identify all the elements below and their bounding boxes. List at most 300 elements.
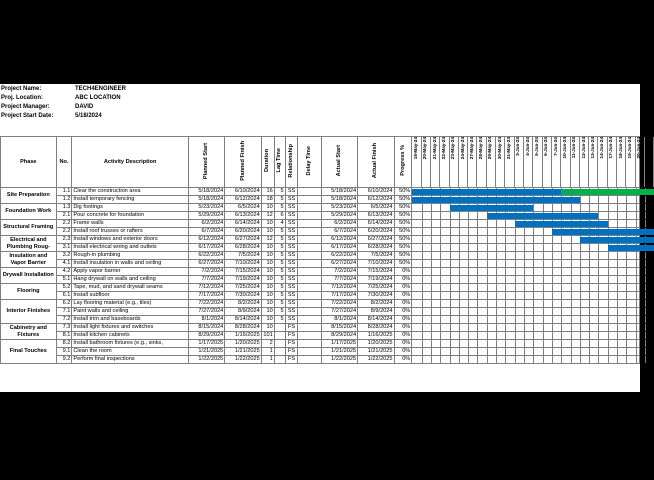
timeline-gridline xyxy=(561,236,562,243)
lag-cell[interactable]: 5 xyxy=(274,316,285,324)
actual-start-cell[interactable]: 6/12/2024 xyxy=(321,236,357,244)
timeline-gridline xyxy=(571,284,572,291)
relationship-cell[interactable]: SS xyxy=(285,220,298,228)
delay-cell[interactable] xyxy=(298,244,321,252)
planned-finish-cell[interactable]: 1/20/2025 xyxy=(225,340,261,348)
progress-cell[interactable]: 50% xyxy=(394,236,412,244)
duration-cell[interactable]: 10 xyxy=(261,244,274,252)
actual-start-cell[interactable]: 7/7/2024 xyxy=(321,276,357,284)
duration-cell[interactable]: 10 xyxy=(261,228,274,236)
relationship-cell[interactable]: SS xyxy=(285,244,298,252)
duration-cell[interactable]: 12 xyxy=(261,236,274,244)
actual-start-cell[interactable]: 5/23/2024 xyxy=(321,204,357,212)
task-no[interactable]: 2.2 xyxy=(56,220,72,228)
timeline-date-header: 20-May-24 xyxy=(422,137,431,187)
task-no[interactable]: 5.1 xyxy=(56,276,72,284)
relationship-cell[interactable]: FS xyxy=(285,324,298,332)
relationship-cell[interactable]: SS xyxy=(285,284,298,292)
progress-cell[interactable]: 0% xyxy=(394,348,412,356)
timeline-date-header: 4-Jun-24 xyxy=(524,137,533,187)
lag-cell[interactable]: 5 xyxy=(274,308,285,316)
relationship-cell[interactable]: FS xyxy=(285,332,298,340)
lag-cell[interactable]: 5 xyxy=(274,188,285,196)
planned-finish-cell[interactable]: 6/28/2024 xyxy=(225,244,261,252)
progress-cell[interactable]: 0% xyxy=(394,324,412,332)
timeline-gridline xyxy=(552,252,553,259)
project-name-value[interactable]: TECH4ENGINEER xyxy=(75,86,127,92)
timeline-gridline xyxy=(571,268,572,275)
planned-start-cell[interactable]: 6/22/2024 xyxy=(188,252,224,260)
planned-finish-cell[interactable]: 7/15/2024 xyxy=(225,268,261,276)
actual-finish-cell[interactable]: 6/20/2024 xyxy=(358,228,394,236)
actual-finish-cell[interactable]: 1/16/2025 xyxy=(358,332,394,340)
progress-cell[interactable]: 50% xyxy=(394,228,412,236)
task-no[interactable]: 8.2 xyxy=(56,340,72,348)
timeline-gridline xyxy=(477,276,478,283)
actual-finish-cell[interactable]: 8/28/2024 xyxy=(358,324,394,332)
lag-cell[interactable]: 4 xyxy=(274,220,285,228)
actual-start-cell[interactable]: 6/2/2024 xyxy=(321,220,357,228)
planned-start-cell[interactable]: 6/2/2024 xyxy=(188,220,224,228)
lag-cell[interactable] xyxy=(274,332,285,340)
planned-finish-cell[interactable]: 1/21/2025 xyxy=(225,348,261,356)
progress-cell[interactable]: 50% xyxy=(394,188,412,196)
activity-cell[interactable]: Clean the room xyxy=(72,348,188,356)
actual-finish-cell[interactable]: 6/13/2024 xyxy=(358,212,394,220)
actual-finish-cell[interactable]: 1/21/2025 xyxy=(358,348,394,356)
task-no[interactable]: 9.2 xyxy=(56,356,72,364)
timeline-cell xyxy=(412,244,640,252)
activity-cell[interactable]: Perform final inspections xyxy=(72,356,188,364)
actual-bar xyxy=(561,189,654,195)
lag-cell[interactable] xyxy=(274,348,285,356)
planned-start-cell[interactable]: 8/29/2024 xyxy=(188,332,224,340)
planned-finish-cell[interactable]: 7/5/2024 xyxy=(225,252,261,260)
timeline-gridline xyxy=(505,276,506,283)
planned-start-cell[interactable]: 6/12/2024 xyxy=(188,236,224,244)
timeline-gridline xyxy=(626,284,627,291)
project-manager-label: Project Manager: xyxy=(1,104,50,110)
timeline-gridline xyxy=(477,308,478,315)
delay-cell[interactable] xyxy=(298,308,321,316)
delay-cell[interactable] xyxy=(298,324,321,332)
lag-cell[interactable]: 5 xyxy=(274,268,285,276)
actual-finish-cell[interactable]: 6/27/2024 xyxy=(358,236,394,244)
header-planned-start: Planned Start xyxy=(188,137,224,188)
actual-finish-cell[interactable]: 7/5/2024 xyxy=(358,252,394,260)
delay-cell[interactable] xyxy=(298,268,321,276)
task-no[interactable]: 1.3 xyxy=(56,204,72,212)
progress-cell[interactable]: 0% xyxy=(394,316,412,324)
relationship-cell[interactable]: SS xyxy=(285,196,298,204)
relationship-cell[interactable]: SS xyxy=(285,252,298,260)
lag-cell[interactable]: 5 xyxy=(274,276,285,284)
progress-cell[interactable]: 50% xyxy=(394,220,412,228)
planned-start-cell[interactable]: 1/21/2025 xyxy=(188,348,224,356)
delay-cell[interactable] xyxy=(298,356,321,364)
activity-cell[interactable]: Install subfloor xyxy=(72,292,188,300)
duration-cell[interactable]: 10 xyxy=(261,324,274,332)
phase-cell[interactable]: Cabinetry and Fixtures xyxy=(1,324,57,340)
phase-cell[interactable]: Drywall Installation xyxy=(1,268,57,284)
planned-start-cell[interactable]: 1/17/2025 xyxy=(188,340,224,348)
planned-finish-cell[interactable]: 6/13/2024 xyxy=(225,212,261,220)
lag-cell[interactable]: 5 xyxy=(274,260,285,268)
progress-cell[interactable]: 50% xyxy=(394,252,412,260)
activity-cell[interactable]: Install roof trusses or rafters xyxy=(72,228,188,236)
actual-start-cell[interactable]: 5/29/2024 xyxy=(321,212,357,220)
task-no[interactable]: 7.1 xyxy=(56,308,72,316)
actual-start-cell[interactable]: 7/27/2024 xyxy=(321,308,357,316)
actual-start-cell[interactable]: 5/18/2024 xyxy=(321,188,357,196)
actual-finish-cell[interactable]: 8/9/2024 xyxy=(358,308,394,316)
planned-start-cell[interactable]: 8/1/2024 xyxy=(188,316,224,324)
actual-finish-cell[interactable]: 6/12/2024 xyxy=(358,196,394,204)
activity-cell[interactable]: Rough-in plumbing xyxy=(72,252,188,260)
actual-start-cell[interactable]: 6/7/2024 xyxy=(321,228,357,236)
timeline-gridline xyxy=(645,324,646,331)
planned-start-cell[interactable]: 7/17/2024 xyxy=(188,292,224,300)
delay-cell[interactable] xyxy=(298,284,321,292)
progress-cell[interactable]: 0% xyxy=(394,356,412,364)
delay-cell[interactable] xyxy=(298,236,321,244)
task-no[interactable]: 4.1 xyxy=(56,260,72,268)
timeline-gridline xyxy=(645,332,646,339)
actual-start-cell[interactable]: 6/27/2024 xyxy=(321,260,357,268)
lag-cell[interactable]: 5 xyxy=(274,300,285,308)
timeline-gridline xyxy=(515,268,516,275)
activity-cell[interactable]: Clear the construction area xyxy=(72,188,188,196)
task-no[interactable]: 5.2 xyxy=(56,284,72,292)
progress-cell[interactable]: 0% xyxy=(394,268,412,276)
timeline-gridline xyxy=(477,340,478,347)
planned-start-cell[interactable]: 5/23/2024 xyxy=(188,204,224,212)
actual-finish-cell[interactable]: 1/20/2025 xyxy=(358,340,394,348)
planned-start-cell[interactable]: 6/27/2024 xyxy=(188,260,224,268)
duration-cell[interactable]: 10 xyxy=(261,220,274,228)
relationship-cell[interactable]: SS xyxy=(285,228,298,236)
phase-cell[interactable]: Site Preparation xyxy=(1,188,57,204)
progress-cell[interactable]: 0% xyxy=(394,292,412,300)
timeline-gridline xyxy=(440,204,441,211)
progress-cell[interactable]: 0% xyxy=(394,276,412,284)
duration-cell[interactable]: 10 xyxy=(261,300,274,308)
planned-start-cell[interactable]: 7/22/2024 xyxy=(188,300,224,308)
duration-cell[interactable]: 101 xyxy=(261,332,274,340)
actual-start-cell[interactable]: 1/17/2025 xyxy=(321,340,357,348)
delay-cell[interactable] xyxy=(298,316,321,324)
actual-start-cell[interactable]: 7/17/2024 xyxy=(321,292,357,300)
planned-start-cell[interactable]: 7/7/2024 xyxy=(188,276,224,284)
progress-cell[interactable]: 0% xyxy=(394,332,412,340)
timeline-gridline xyxy=(626,204,627,211)
delay-cell[interactable] xyxy=(298,212,321,220)
planned-finish-cell[interactable]: 6/27/2024 xyxy=(225,236,261,244)
timeline-gridline xyxy=(440,252,441,259)
duration-cell[interactable]: 10 xyxy=(261,316,274,324)
planned-finish-cell[interactable]: 6/5/2024 xyxy=(225,204,261,212)
relationship-cell[interactable]: FS xyxy=(285,356,298,364)
delay-cell[interactable] xyxy=(298,260,321,268)
lag-cell[interactable]: 5 xyxy=(274,292,285,300)
progress-cell[interactable]: 50% xyxy=(394,244,412,252)
timeline-gridline xyxy=(431,308,432,315)
task-no[interactable]: 2.2 xyxy=(56,228,72,236)
activity-cell[interactable]: Hang drywall on walls and ceiling xyxy=(72,276,188,284)
planned-finish-cell[interactable]: 6/20/2024 xyxy=(225,228,261,236)
activity-cell[interactable]: Paint walls and ceiling xyxy=(72,308,188,316)
progress-cell[interactable]: 0% xyxy=(394,308,412,316)
timeline-gridline xyxy=(515,292,516,299)
task-no[interactable]: 8.1 xyxy=(56,332,72,340)
timeline-gridline xyxy=(598,292,599,299)
lag-cell[interactable]: 5 xyxy=(274,252,285,260)
activity-cell[interactable]: Install kitchen cabinets xyxy=(72,332,188,340)
timeline-gridline xyxy=(561,332,562,339)
activity-cell[interactable]: Frame walls xyxy=(72,220,188,228)
activity-cell[interactable]: Install temporary fencing xyxy=(72,196,188,204)
lag-cell[interactable] xyxy=(274,340,285,348)
actual-finish-cell[interactable]: 6/14/2024 xyxy=(358,220,394,228)
timeline-gridline xyxy=(459,260,460,267)
activity-cell[interactable]: Pour concrete for foundation xyxy=(72,212,188,220)
delay-cell[interactable] xyxy=(298,252,321,260)
task-no[interactable]: 3.1 xyxy=(56,244,72,252)
actual-finish-cell[interactable]: 7/25/2024 xyxy=(358,284,394,292)
actual-finish-cell[interactable]: 8/2/2024 xyxy=(358,300,394,308)
planned-finish-cell[interactable]: 7/19/2024 xyxy=(225,276,261,284)
planned-start-cell[interactable]: 6/17/2024 xyxy=(188,244,224,252)
duration-cell[interactable]: 1 xyxy=(261,348,274,356)
timeline-gridline xyxy=(626,220,627,227)
timeline-gridline xyxy=(533,324,534,331)
planned-finish-cell[interactable]: 7/25/2024 xyxy=(225,284,261,292)
project-start-value[interactable]: 5/18/2024 xyxy=(75,113,102,119)
planned-start-cell[interactable]: 7/12/2024 xyxy=(188,284,224,292)
project-manager-value[interactable]: DAVID xyxy=(75,104,94,110)
timeline-cell xyxy=(412,308,640,316)
lag-cell[interactable] xyxy=(274,356,285,364)
duration-cell[interactable]: 10 xyxy=(261,276,274,284)
relationship-cell[interactable]: SS xyxy=(285,308,298,316)
delay-cell[interactable] xyxy=(298,204,321,212)
relationship-cell[interactable]: SS xyxy=(285,260,298,268)
task-no[interactable]: 6.2 xyxy=(56,300,72,308)
task-no[interactable]: 2.3 xyxy=(56,236,72,244)
duration-cell[interactable]: 12 xyxy=(261,212,274,220)
progress-cell[interactable]: 0% xyxy=(394,300,412,308)
timeline-gridline xyxy=(515,348,516,355)
activity-cell[interactable]: Install light fixtures and switches xyxy=(72,324,188,332)
duration-cell[interactable]: 2 xyxy=(261,340,274,348)
timeline-gridline xyxy=(636,204,637,211)
actual-start-cell[interactable]: 8/29/2024 xyxy=(321,332,357,340)
actual-start-cell[interactable]: 1/22/2025 xyxy=(321,356,357,364)
duration-cell[interactable]: 10 xyxy=(261,260,274,268)
lag-cell[interactable]: 5 xyxy=(274,244,285,252)
duration-cell[interactable]: 10 xyxy=(261,284,274,292)
activity-cell[interactable]: Tape, mud, and sand drywall seams xyxy=(72,284,188,292)
planned-start-cell[interactable]: 8/15/2024 xyxy=(188,324,224,332)
timeline-cell xyxy=(412,260,640,268)
relationship-cell[interactable]: SS xyxy=(285,276,298,284)
planned-finish-cell[interactable]: 8/28/2024 xyxy=(225,324,261,332)
timeline-gridline xyxy=(645,308,646,315)
phase-cell[interactable]: Electrical and Plumbing Roug- xyxy=(1,236,57,252)
actual-finish-cell[interactable]: 7/30/2024 xyxy=(358,292,394,300)
task-no[interactable]: 2.1 xyxy=(56,212,72,220)
delay-cell[interactable] xyxy=(298,220,321,228)
relationship-cell[interactable]: SS xyxy=(285,212,298,220)
activity-cell[interactable]: Install bathroom fixtures (e.g., sinks, xyxy=(72,340,188,348)
actual-start-cell[interactable]: 5/18/2024 xyxy=(321,196,357,204)
delay-cell[interactable] xyxy=(298,300,321,308)
delay-cell[interactable] xyxy=(298,188,321,196)
progress-cell[interactable]: 50% xyxy=(394,196,412,204)
task-no[interactable]: 6.1 xyxy=(56,292,72,300)
actual-finish-cell[interactable]: 7/15/2024 xyxy=(358,268,394,276)
planned-finish-cell[interactable]: 1/16/2025 xyxy=(225,332,261,340)
duration-cell[interactable]: 1 xyxy=(261,356,274,364)
relationship-cell[interactable]: SS xyxy=(285,188,298,196)
planned-start-cell[interactable]: 1/22/2025 xyxy=(188,356,224,364)
duration-cell[interactable]: 10 xyxy=(261,292,274,300)
timeline-gridline xyxy=(505,308,506,315)
activity-cell[interactable]: Lay flooring material (e.g., tiles) xyxy=(72,300,188,308)
phase-cell[interactable]: Foundation Work xyxy=(1,204,57,220)
planned-finish-cell[interactable]: 8/9/2024 xyxy=(225,308,261,316)
relationship-cell[interactable]: SS xyxy=(285,316,298,324)
lag-cell[interactable]: 5 xyxy=(274,284,285,292)
planned-start-cell[interactable]: 5/18/2024 xyxy=(188,188,224,196)
relationship-cell[interactable]: SS xyxy=(285,292,298,300)
table-row xyxy=(1,316,640,324)
lag-cell[interactable]: 6 xyxy=(274,212,285,220)
progress-cell[interactable]: 50% xyxy=(394,204,412,212)
planned-finish-cell[interactable]: 6/14/2024 xyxy=(225,220,261,228)
relationship-cell[interactable]: FS xyxy=(285,340,298,348)
actual-finish-cell[interactable]: 6/10/2024 xyxy=(358,188,394,196)
activity-cell[interactable]: Install electrical wiring and outlets xyxy=(72,244,188,252)
phase-cell[interactable]: Interior Finishes xyxy=(1,300,57,324)
project-location-value[interactable]: ABC LOCATION xyxy=(75,95,121,101)
planned-start-cell[interactable]: 5/29/2024 xyxy=(188,212,224,220)
delay-cell[interactable] xyxy=(298,340,321,348)
timeline-gridline xyxy=(459,292,460,299)
timeline-gridline xyxy=(571,244,572,251)
actual-start-cell[interactable]: 1/21/2025 xyxy=(321,348,357,356)
task-no[interactable]: 3.2 xyxy=(56,252,72,260)
timeline-gridline xyxy=(608,316,609,323)
timeline-gridline xyxy=(626,260,627,267)
phase-cell[interactable]: Structural Framing xyxy=(1,220,57,236)
duration-cell[interactable]: 10 xyxy=(261,268,274,276)
planned-finish-cell[interactable]: 6/10/2024 xyxy=(225,188,261,196)
delay-cell[interactable] xyxy=(298,292,321,300)
duration-cell[interactable]: 18 xyxy=(261,196,274,204)
lag-cell[interactable]: 5 xyxy=(274,204,285,212)
planned-finish-cell[interactable]: 8/2/2024 xyxy=(225,300,261,308)
timeline-date-header: 14-Jun-24 xyxy=(598,137,607,187)
progress-cell[interactable]: 50% xyxy=(394,212,412,220)
duration-cell[interactable]: 10 xyxy=(261,204,274,212)
planned-finish-cell[interactable]: 7/10/2024 xyxy=(225,260,261,268)
phase-cell[interactable]: Final Touches xyxy=(1,340,57,364)
delay-cell[interactable] xyxy=(298,276,321,284)
timeline-gridline xyxy=(626,300,627,307)
actual-start-cell[interactable]: 7/22/2024 xyxy=(321,300,357,308)
lag-cell[interactable]: 5 xyxy=(274,228,285,236)
duration-cell[interactable]: 10 xyxy=(261,252,274,260)
relationship-cell[interactable]: FS xyxy=(285,348,298,356)
actual-start-cell[interactable]: 7/2/2024 xyxy=(321,268,357,276)
lag-cell[interactable]: 5 xyxy=(274,236,285,244)
relationship-cell[interactable]: SS xyxy=(285,300,298,308)
task-no[interactable]: 1.1 xyxy=(56,188,72,196)
actual-start-cell[interactable]: 8/1/2024 xyxy=(321,316,357,324)
timeline-gridline xyxy=(440,332,441,339)
duration-cell[interactable]: 16 xyxy=(261,188,274,196)
actual-start-cell[interactable]: 8/15/2024 xyxy=(321,324,357,332)
activity-cell[interactable]: Dig footings xyxy=(72,204,188,212)
planned-start-cell[interactable]: 5/18/2024 xyxy=(188,196,224,204)
actual-finish-cell[interactable]: 7/19/2024 xyxy=(358,276,394,284)
task-no[interactable]: 9.1 xyxy=(56,348,72,356)
planned-finish-cell[interactable]: 6/12/2024 xyxy=(225,196,261,204)
actual-start-cell[interactable]: 6/22/2024 xyxy=(321,252,357,260)
progress-cell[interactable]: 50% xyxy=(394,260,412,268)
task-no[interactable]: 4.2 xyxy=(56,268,72,276)
actual-finish-cell[interactable]: 6/28/2024 xyxy=(358,244,394,252)
planned-start-cell[interactable]: 7/27/2024 xyxy=(188,308,224,316)
planned-finish-cell[interactable]: 7/30/2024 xyxy=(225,292,261,300)
planned-finish-cell[interactable]: 1/22/2025 xyxy=(225,356,261,364)
lag-cell[interactable]: 5 xyxy=(274,196,285,204)
progress-cell[interactable]: 0% xyxy=(394,340,412,348)
task-no[interactable]: 1.2 xyxy=(56,196,72,204)
phase-cell[interactable]: Flooring xyxy=(1,284,57,300)
lag-cell[interactable] xyxy=(274,324,285,332)
planned-finish-cell[interactable]: 8/14/2024 xyxy=(225,316,261,324)
actual-finish-cell[interactable]: 8/14/2024 xyxy=(358,316,394,324)
duration-cell[interactable]: 10 xyxy=(261,308,274,316)
delay-cell[interactable] xyxy=(298,228,321,236)
activity-cell[interactable]: Apply vapor barrier xyxy=(72,268,188,276)
relationship-cell[interactable]: SS xyxy=(285,204,298,212)
progress-cell[interactable]: 0% xyxy=(394,284,412,292)
activity-cell[interactable]: Install insulation in walls and ceiling xyxy=(72,260,188,268)
actual-finish-cell[interactable]: 6/5/2024 xyxy=(358,204,394,212)
timeline-cell xyxy=(412,228,640,236)
delay-cell[interactable] xyxy=(298,332,321,340)
planned-start-cell[interactable]: 7/2/2024 xyxy=(188,268,224,276)
timeline-gridline xyxy=(598,212,599,219)
activity-cell[interactable]: Install windows and exterior doors xyxy=(72,236,188,244)
relationship-cell[interactable]: SS xyxy=(285,236,298,244)
actual-start-cell[interactable]: 6/17/2024 xyxy=(321,244,357,252)
delay-cell[interactable] xyxy=(298,348,321,356)
task-no[interactable]: 7.2 xyxy=(56,316,72,324)
actual-finish-cell[interactable]: 1/22/2025 xyxy=(358,356,394,364)
activity-cell[interactable]: Install trim and baseboards xyxy=(72,316,188,324)
actual-finish-cell[interactable]: 7/10/2024 xyxy=(358,260,394,268)
planned-start-cell[interactable]: 6/7/2024 xyxy=(188,228,224,236)
actual-start-cell[interactable]: 7/12/2024 xyxy=(321,284,357,292)
delay-cell[interactable] xyxy=(298,196,321,204)
phase-cell[interactable]: Insulation and Vapor Barrier xyxy=(1,252,57,268)
task-no[interactable]: 7.3 xyxy=(56,324,72,332)
relationship-cell[interactable]: SS xyxy=(285,268,298,276)
